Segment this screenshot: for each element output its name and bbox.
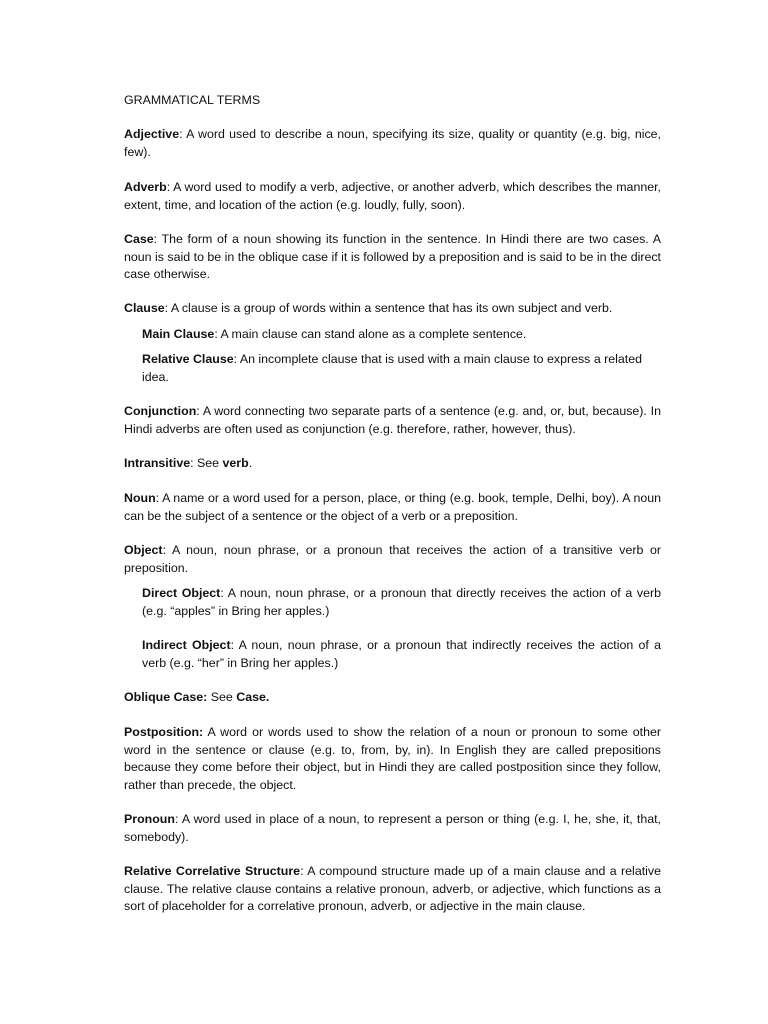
definition: A noun, noun phrase, or a pronoun that receives the action of a transitive verb or preposition. <box>124 543 661 575</box>
entry-postposition <box>124 724 661 794</box>
entry-clause <box>124 300 661 318</box>
term: Object <box>124 543 163 557</box>
definition: See <box>197 456 223 470</box>
definition: A word or words used to show the relation of a noun or pronoun to some other word in the sentence or clause (e.g. to, from, by, in). In English they are called prepositions because they come before their object, but in Hindi they are called postposition since they follow, rather than precede, the object. <box>124 725 661 792</box>
separator: : <box>155 491 163 505</box>
entry-adverb <box>124 179 661 214</box>
separator: : <box>166 180 174 194</box>
separator: : <box>179 127 187 141</box>
term: Indirect Object <box>142 638 231 652</box>
definition: An incomplete clause that is used with a main clause to express a related idea. <box>142 352 643 384</box>
definition: See <box>210 690 237 704</box>
definition-tail: . <box>248 456 253 470</box>
cross-reference: Case. <box>236 690 270 704</box>
separator: : <box>230 638 239 652</box>
term: Direct Object <box>142 586 221 600</box>
separator: : <box>174 812 182 826</box>
term: Case <box>124 232 154 246</box>
entry-intransitive <box>124 455 661 473</box>
entry-case <box>124 231 661 284</box>
entry-oblique-case <box>124 689 661 707</box>
definition: A main clause can stand alone as a complete sentence. <box>220 327 527 341</box>
definition: A word used to modify a verb, adjective, or another adverb, which describes the manner, extent, time, and location of the action (e.g. loudly, fully, soon). <box>124 180 662 212</box>
definition: A compound structure made up of a main clause and a relative clause. The relative clause contains a relative pronoun, adverb, or adjective, which functions as a sort of placeholder for a correlative pronoun, adverb, or adjective in the main clause. <box>124 864 661 914</box>
separator: : <box>196 404 203 418</box>
separator: : <box>300 864 308 878</box>
definition: The form of a noun showing its function in the sentence. In Hindi there are two cases. A noun is said to be in the oblique case if it is followed by a preposition and is said to be in the direct case otherwise. <box>124 232 661 282</box>
cross-reference: verb <box>222 456 249 470</box>
term: Main Clause <box>142 327 215 341</box>
subentry-main-clause <box>142 326 661 344</box>
subentry-direct-object <box>142 585 661 620</box>
term: Conjunction <box>124 404 197 418</box>
entry-adjective <box>124 126 661 161</box>
term: Pronoun <box>124 812 175 826</box>
definition: A noun, noun phrase, or a pronoun that directly receives the action of a verb (e.g. “apples” in Bring her apples.) <box>142 586 661 618</box>
definition: A clause is a group of words within a sentence that has its own subject and verb. <box>170 301 613 315</box>
separator: : <box>153 232 162 246</box>
separator: : <box>164 301 171 315</box>
entry-pronoun <box>124 811 661 846</box>
separator: : <box>233 352 240 366</box>
term: Relative Clause <box>142 352 234 366</box>
term: Relative Correlative Structure <box>124 864 301 878</box>
term: Adjective <box>124 127 180 141</box>
document-title: GRAMMATICAL TERMS <box>124 93 261 107</box>
entry-object <box>124 542 661 577</box>
entry-noun <box>124 490 661 525</box>
separator: : <box>214 327 221 341</box>
term: Oblique Case: <box>124 690 208 704</box>
separator: : <box>190 456 197 470</box>
entry-conjunction <box>124 403 661 438</box>
separator: : <box>162 543 172 557</box>
definition: A noun, noun phrase, or a pronoun that indirectly receives the action of a verb (e.g. “her” in Bring her apples.) <box>142 638 661 670</box>
subentry-relative-clause <box>142 351 661 386</box>
definition: A word used to describe a noun, specifying its size, quality or quantity (e.g. big, nice, few). <box>124 127 662 159</box>
definition: A word used in place of a noun, to represent a person or thing (e.g. I, he, she, it, that, somebody). <box>124 812 662 844</box>
term: Noun <box>124 491 156 505</box>
term: Adverb <box>124 180 167 194</box>
definition: A word connecting two separate parts of a sentence (e.g. and, or, but, because). In Hindi adverbs are often used as conjunction (e.g. therefore, rather, however, thus). <box>124 404 661 436</box>
subentry-indirect-object <box>142 637 661 672</box>
entry-relative-correlative-structure <box>124 863 661 916</box>
separator: : <box>220 586 228 600</box>
term: Intransitive <box>124 456 191 470</box>
term: Clause <box>124 301 165 315</box>
term: Postposition: <box>124 725 204 739</box>
definition: A name or a word used for a person, place, or thing (e.g. book, temple, Delhi, boy). A noun can be the subject of a sentence or the object of a verb or a preposition. <box>124 491 662 523</box>
